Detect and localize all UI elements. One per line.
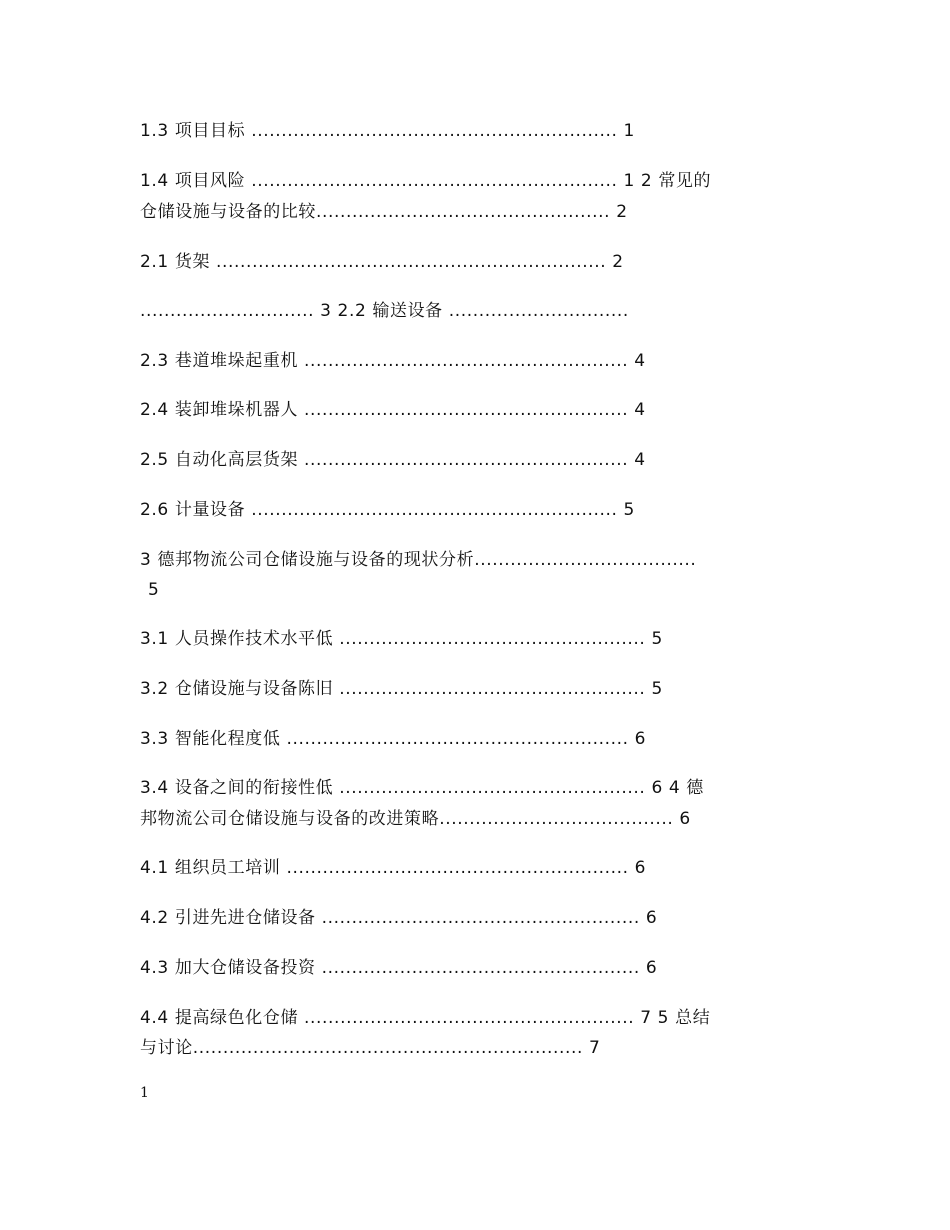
toc-entry-1-3: 1.3 项目目标 ............................................................. 1 [140, 121, 635, 141]
toc-entry-2-4: 2.4 装卸堆垛机器人 ...................................................... 4 [140, 400, 646, 420]
toc-entry-4-2: 4.2 引进先进仓储设备 ..................................................... 6 [140, 908, 658, 928]
toc-entry-2-2: ............................. 3 2.2 输送设备 .............................. [140, 301, 629, 321]
toc-entry-2-5: 2.5 自动化高层货架 ...................................................... 4 [140, 450, 646, 470]
toc-entry-3: 3 德邦物流公司仓储设施与设备的现状分析..................................... [140, 550, 697, 570]
toc-entry-4-continued: 邦物流公司仓储设施与设备的改进策略....................................... 6 [140, 809, 691, 829]
toc-entry-3-3: 3.3 智能化程度低 ......................................................... 6 [140, 729, 647, 749]
toc-entry-1-4: 1.4 项目风险 ............................................................. 1 2 常见的 [140, 171, 712, 191]
toc-entry-3-page: 5 [148, 580, 160, 600]
toc-entry-2-3: 2.3 巷道堆垛起重机 ...................................................... 4 [140, 351, 646, 371]
toc-entry-3-4: 3.4 设备之间的衔接性低 ................................................... 6 4 德 [140, 778, 704, 798]
toc-entry-2-continued: 仓储设施与设备的比较................................................. 2 [140, 202, 628, 222]
page-number: 1 [140, 1085, 149, 1101]
toc-entry-3-1: 3.1 人员操作技术水平低 ................................................... 5 [140, 629, 663, 649]
toc-entry-5-continued: 与讨论................................................................. 7 [140, 1038, 601, 1058]
toc-entry-4-4: 4.4 提高绿色化仓储 ....................................................... 7 5 总结 [140, 1008, 711, 1028]
toc-entry-4-3: 4.3 加大仓储设备投资 ..................................................... 6 [140, 958, 658, 978]
toc-entry-2-1: 2.1 货架 ................................................................. 2 [140, 252, 624, 272]
toc-entry-3-2: 3.2 仓储设施与设备陈旧 ................................................... 5 [140, 679, 663, 699]
toc-entry-4-1: 4.1 组织员工培训 ......................................................... 6 [140, 858, 647, 878]
toc-entry-2-6: 2.6 计量设备 ............................................................. 5 [140, 500, 635, 520]
